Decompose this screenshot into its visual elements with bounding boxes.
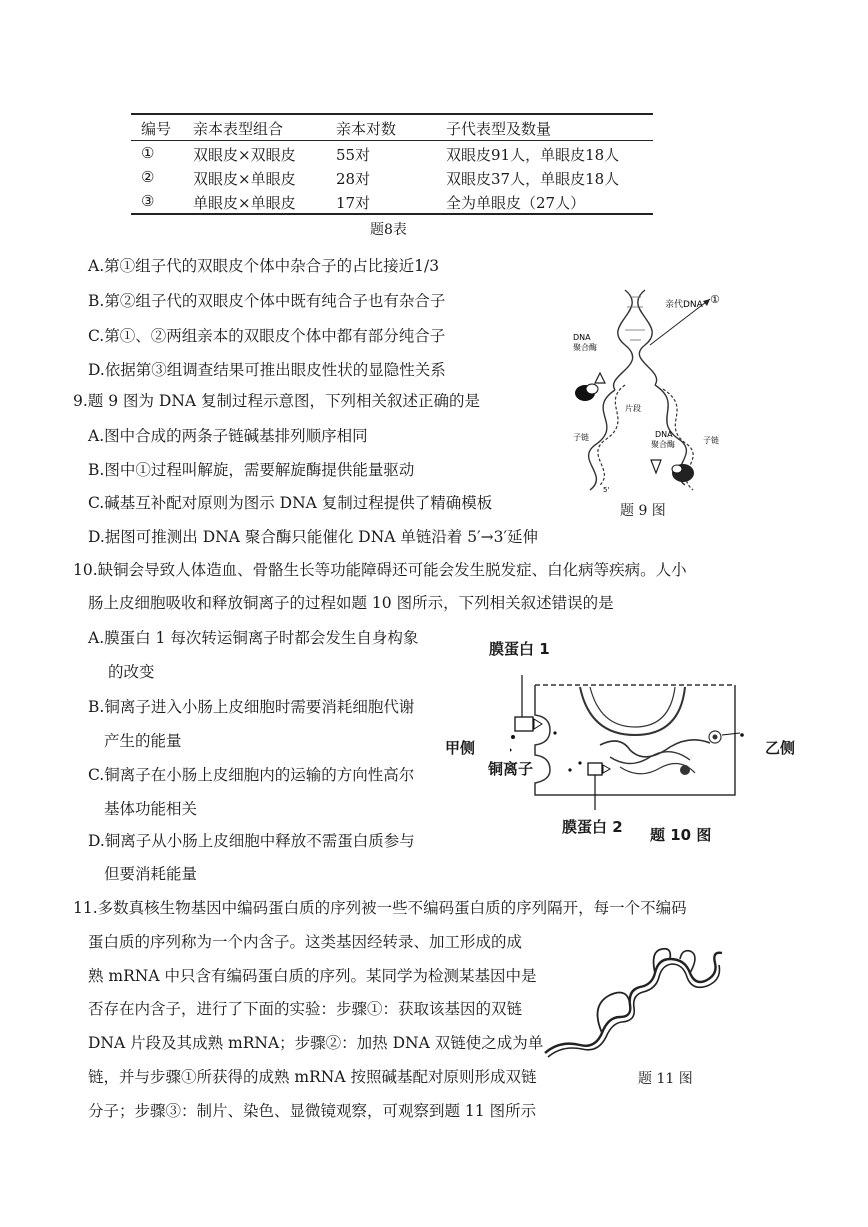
- fig9-polymerase-bottom-label: 聚合酶: [651, 440, 675, 449]
- table-bottom-rule: [131, 213, 653, 215]
- fig9-parent-dna-label: 亲代DNA: [665, 300, 703, 310]
- fig9-daughter-right-label: 子链: [703, 436, 719, 445]
- q10-stem-line2: 肠上皮细胞吸收和释放铜离子的过程如题 10 图所示，下列相关叙述错误的是: [88, 594, 614, 612]
- table-header: 亲本表型组合: [193, 120, 284, 138]
- fig10-copper-label: 铜离子: [488, 760, 534, 778]
- q10-option-c-cont: 基体功能相关: [104, 800, 198, 818]
- table-cell: ①: [141, 144, 155, 162]
- table-header-rule: [131, 140, 653, 141]
- fig10-side-a-label: 甲侧: [445, 739, 476, 757]
- q8-option-b: B.第②组子代的双眼皮个体中既有纯合子也有杂合子: [88, 292, 446, 310]
- q10-option-b: B.铜离子进入小肠上皮细胞时需要消耗细胞代谢: [88, 698, 415, 716]
- table-cell: 单眼皮×单眼皮: [193, 194, 296, 212]
- q11-line7: 分子；步骤③：制片、染色、显微镜观察，可观察到题 11 图所示: [88, 1102, 537, 1120]
- table-cell: 28对: [336, 170, 371, 188]
- q10-option-d: D.铜离子从小肠上皮细胞中释放不需蛋白质参与: [88, 832, 415, 850]
- table-cell: 全为单眼皮（27人）: [446, 194, 586, 212]
- fig9-fragment-label: 片段: [625, 404, 641, 413]
- q10-option-a: A.膜蛋白 1 每次转运铜离子时都会发生自身构象: [88, 629, 419, 647]
- q8-option-a: A.第①组子代的双眼皮个体中杂合子的占比接近1/3: [88, 257, 440, 275]
- fig9-daughter-left-label: 子链: [573, 433, 589, 442]
- table-cell: 17对: [336, 194, 371, 212]
- fig10-side-b-label: 乙侧: [765, 739, 796, 757]
- q11-line3: 熟 mRNA 中只含有编码蛋白质的序列。某同学为检测某基因中是: [88, 967, 537, 985]
- table-cell: 55对: [336, 146, 371, 164]
- table-header: 子代表型及数量: [446, 120, 552, 138]
- q11-line2: 蛋白质的序列称为一个内含子。这类基因经转录、加工形成的成: [88, 933, 523, 951]
- q9-option-d: D.据图可推测出 DNA 聚合酶只能催化 DNA 单链沿着 5′→3′延伸: [88, 528, 539, 546]
- table-caption: 题8表: [370, 222, 407, 238]
- fig10-protein2-label: 膜蛋白 2: [562, 818, 623, 836]
- fig9-five-prime-label: 5': [603, 486, 610, 494]
- fig10-caption: 题 10 图: [650, 826, 712, 844]
- q11-line1: 11.多数真核生物基因中编码蛋白质的序列被一些不编码蛋白质的序列隔开，每一个不编码: [73, 899, 687, 917]
- q8-option-c: C.第①、②两组亲本的双眼皮个体中都有部分纯合子: [88, 327, 446, 345]
- q9-option-b: B.图中①过程叫解旋，需要解旋酶提供能量驱动: [88, 461, 415, 479]
- q11-line4: 否存在内含子，进行了下面的实验：步骤①：获取该基因的双链: [88, 1000, 523, 1018]
- q9-option-c: C.碱基互补配对原则为图示 DNA 复制过程提供了精确模板: [88, 494, 493, 512]
- table-cell: ②: [141, 168, 155, 186]
- q9-option-a: A.图中合成的两条子链碱基排列顺序相同: [88, 427, 368, 445]
- table-header: 亲本对数: [336, 120, 397, 138]
- table-cell: 双眼皮91人，单眼皮18人: [446, 146, 620, 164]
- q10-option-a-cont: 的改变: [108, 663, 155, 681]
- fig11-caption: 题 11 图: [638, 1071, 693, 1087]
- hybrid-loop-figure: [540, 945, 730, 1060]
- fig9-caption: 题 9 图: [620, 503, 666, 519]
- q9-stem: 9.题 9 图为 DNA 复制过程示意图，下列相关叙述正确的是: [73, 392, 481, 410]
- fig9-polymerase-bottom-label: DNA: [655, 430, 673, 439]
- q10-option-d-cont: 但要消耗能量: [104, 865, 198, 883]
- fig9-polymerase-top-label: DNA: [573, 333, 591, 342]
- q10-option-c: C.铜离子在小肠上皮细胞内的运输的方向性高尔: [88, 766, 415, 784]
- q11-line6: 链，并与步骤①所获得的成熟 mRNA 按照碱基配对原则形成双链: [88, 1068, 537, 1086]
- table-cell: 双眼皮×单眼皮: [193, 170, 296, 188]
- fig9-polymerase-top-label: 聚合酶: [573, 343, 597, 352]
- fig10-protein1-label: 膜蛋白 1: [489, 640, 550, 658]
- q10-option-b-cont: 产生的能量: [104, 732, 182, 750]
- q11-line5: DNA 片段及其成熟 mRNA；步骤②：加热 DNA 双链使之成为单: [88, 1034, 544, 1052]
- dna-replication-figure: [555, 285, 745, 500]
- copper-transport-figure: [510, 675, 760, 810]
- q8-option-d: D.依据第③组调查结果可推出眼皮性状的显隐性关系: [88, 361, 446, 379]
- fig9-marker: ①: [710, 293, 720, 306]
- table-cell: 双眼皮×双眼皮: [193, 146, 296, 164]
- q10-stem-line1: 10.缺铜会导致人体造血、骨骼生长等功能障碍还可能会发生脱发症、白化病等疾病。人小: [73, 561, 687, 579]
- table-top-rule: [131, 113, 653, 115]
- table-cell: 双眼皮37人，单眼皮18人: [446, 170, 620, 188]
- table-header: 编号: [141, 120, 172, 138]
- table-cell: ③: [141, 192, 155, 210]
